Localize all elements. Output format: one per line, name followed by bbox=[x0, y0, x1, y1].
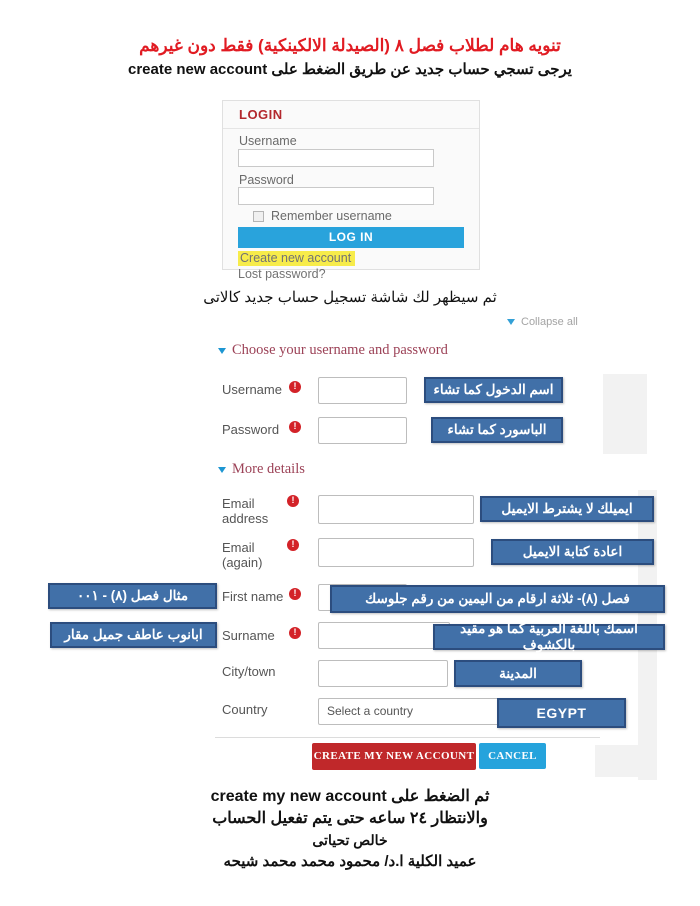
annotation-city: المدينة bbox=[454, 660, 582, 687]
country-select-value: Select a country bbox=[327, 704, 414, 718]
email-address-field[interactable] bbox=[318, 495, 474, 524]
annotation-email: ايميلك لا يشترط الايميل bbox=[480, 496, 654, 522]
footer-line1-arabic: ثم الضغط على bbox=[391, 788, 490, 805]
collapse-all-link[interactable] bbox=[507, 316, 578, 328]
login-password-input[interactable] bbox=[238, 187, 434, 205]
annotation-firstname: فصل (٨)- ثلاثة ارقام من اليمين من رقم جلوسك bbox=[330, 585, 665, 613]
page-background-strip bbox=[603, 374, 647, 454]
notice-line2-english: create new account bbox=[128, 61, 268, 78]
email-again-label-line2: (again) bbox=[222, 555, 263, 570]
section-choose-username-label: Choose your username and password bbox=[232, 342, 448, 358]
field-label-username: Username bbox=[222, 382, 282, 397]
login-username-input[interactable] bbox=[238, 149, 434, 167]
password-field[interactable] bbox=[318, 417, 407, 444]
surname-field[interactable] bbox=[318, 622, 450, 649]
footer-line2: والانتظار ٢٤ ساعه حتى يتم تفعيل الحساب bbox=[212, 810, 488, 827]
country-select[interactable] bbox=[318, 698, 504, 725]
section-choose-username[interactable] bbox=[218, 342, 448, 359]
field-label-password: Password bbox=[222, 422, 280, 437]
annotation-email-again: اعادة كتابة الايميل bbox=[491, 539, 654, 565]
lost-password-link[interactable]: Lost password? bbox=[238, 267, 326, 281]
field-label-email bbox=[222, 496, 268, 526]
remember-username-row bbox=[253, 209, 392, 223]
username-field[interactable] bbox=[318, 377, 407, 404]
email-label-line2: address bbox=[222, 511, 269, 526]
annotation-firstname-example: مثال فصل (٨) - ٠٠١ bbox=[48, 583, 217, 609]
remember-username-label: Remember username bbox=[271, 209, 392, 223]
annotation-country: EGYPT bbox=[497, 698, 626, 728]
email-again-field[interactable] bbox=[318, 538, 474, 567]
middle-note: ثم سيظهر لك شاشة تسجيل حساب جديد كالاتى bbox=[203, 289, 497, 306]
city-town-field[interactable] bbox=[318, 660, 448, 687]
email-label-line1: Email bbox=[222, 496, 255, 511]
notice-line1: تنويه هام لطلاب فصل ٨ (الصيدلة الالكينكية) فقط دون غيرهم bbox=[139, 36, 561, 55]
section-more-details-label: More details bbox=[232, 461, 305, 477]
required-icon bbox=[287, 495, 299, 507]
required-icon bbox=[289, 421, 301, 433]
email-again-label-line1: Email bbox=[222, 540, 255, 555]
field-label-firstname: First name bbox=[222, 589, 284, 604]
login-title: LOGIN bbox=[239, 107, 283, 122]
create-my-new-account-button[interactable]: CREATE MY NEW ACCOUNT bbox=[312, 743, 476, 770]
log-in-button[interactable]: LOG IN bbox=[238, 227, 464, 248]
annotation-password: الباسورد كما تشاء bbox=[431, 417, 563, 443]
login-password-label: Password bbox=[239, 173, 294, 187]
field-label-surname: Surname bbox=[222, 628, 275, 643]
divider bbox=[215, 737, 600, 738]
login-username-label: Username bbox=[239, 134, 297, 148]
footer-line4: عميد الكلية ا.د/ محمود محمد محمد شيحه bbox=[223, 853, 477, 870]
footer-line3: خالص تحياتى bbox=[312, 832, 388, 848]
divider bbox=[223, 128, 479, 129]
collapse-all-label: Collapse all bbox=[521, 316, 578, 328]
section-more-details[interactable] bbox=[218, 461, 305, 478]
section-collapse-icon bbox=[218, 348, 226, 354]
collapse-triangle-icon bbox=[507, 319, 515, 325]
cancel-button[interactable]: CANCEL bbox=[479, 743, 546, 769]
required-icon bbox=[287, 539, 299, 551]
field-label-country: Country bbox=[222, 702, 268, 717]
notice-line2-arabic: يرجى تسجي حساب جديد عن طريق الضغط على bbox=[271, 61, 572, 78]
annotation-surname: اسمك باللغة العربية كما هو مقيد بالكشوف bbox=[433, 624, 665, 650]
section-collapse-icon bbox=[218, 467, 226, 473]
required-icon bbox=[289, 627, 301, 639]
annotation-username: اسم الدخول كما تشاء bbox=[424, 377, 563, 403]
page-background-strip bbox=[595, 745, 641, 777]
footer-line1-english: create my new account bbox=[210, 788, 387, 805]
remember-username-checkbox[interactable] bbox=[253, 211, 264, 222]
required-icon bbox=[289, 588, 301, 600]
login-card bbox=[222, 100, 480, 281]
required-icon bbox=[289, 381, 301, 393]
notice-line2 bbox=[0, 60, 700, 78]
field-label-email-again bbox=[222, 540, 262, 570]
footer-line1 bbox=[0, 786, 700, 806]
create-new-account-link[interactable]: Create new account bbox=[238, 251, 355, 266]
field-label-city: City/town bbox=[222, 664, 276, 679]
annotation-surname-example: ابانوب عاطف جميل مقار bbox=[50, 622, 217, 648]
